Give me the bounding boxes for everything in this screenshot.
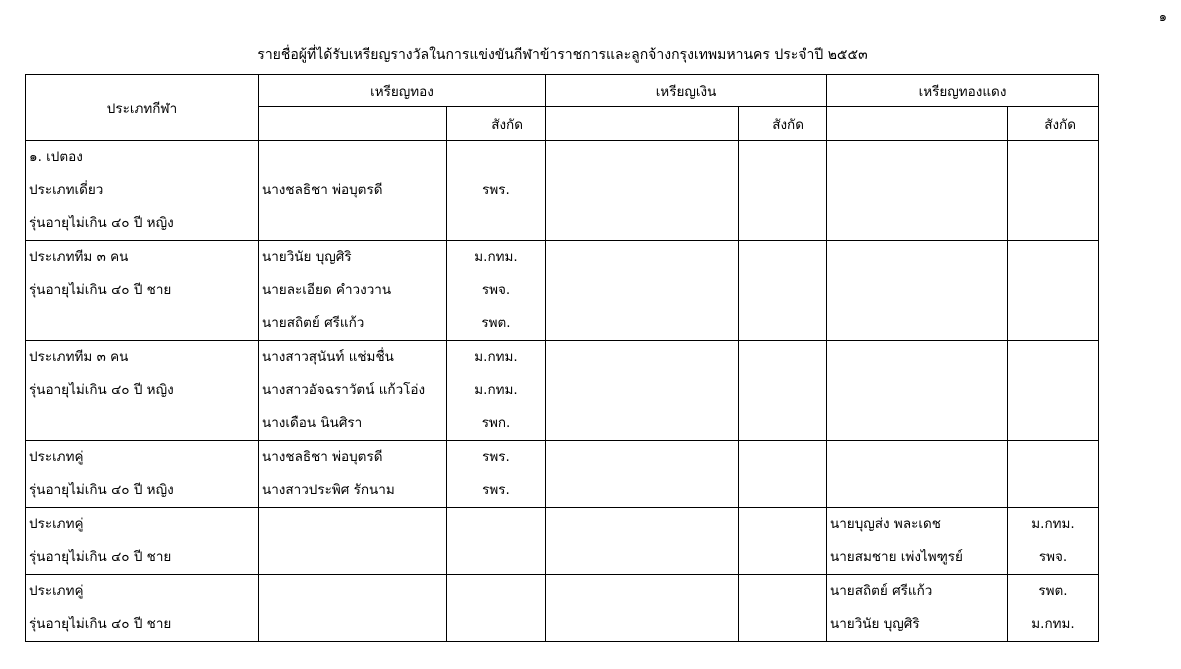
bronze-affiliation-cell — [1008, 508, 1099, 575]
header-silver-name — [546, 107, 739, 141]
bronze-affiliation-cell — [1008, 441, 1099, 508]
bronze-affiliation: ม.กทม. — [1031, 516, 1075, 532]
bronze-name — [827, 174, 1007, 207]
gold-name: นางเดือน นินศิรา — [262, 415, 363, 431]
bronze-name — [827, 241, 1007, 274]
sport-line: ประเภทคู่ — [29, 516, 84, 532]
sport-line: ประเภทเดี่ยว — [29, 182, 104, 198]
gold-name: นางสาวอัจฉราวัตน์ แก้วโอ่ง — [262, 382, 426, 398]
gold-affiliation-cell — [447, 575, 546, 642]
gold-name: นายวินัย บุญศิริ — [262, 249, 352, 265]
bronze-affiliation — [1008, 241, 1098, 274]
gold-name: นายละเอียด คำวงวาน — [262, 282, 392, 298]
gold-name — [259, 541, 446, 574]
gold-affiliation — [447, 608, 545, 641]
table-row — [26, 141, 1099, 241]
sport-line — [26, 407, 258, 440]
header-gold: เหรียญทอง — [259, 75, 546, 107]
bronze-name — [827, 341, 1007, 374]
header-silver-affiliation: สังกัด — [739, 107, 827, 141]
bronze-name — [827, 474, 1007, 507]
bronze-name: นายวินัย บุญศิริ — [830, 616, 920, 632]
page-number: ๑ — [1158, 10, 1167, 25]
sport-line: รุ่นอายุไม่เกิน ๔๐ ปี ชาย — [29, 549, 172, 565]
header-bronze-affiliation: สังกัด — [1008, 107, 1099, 141]
header-silver: เหรียญเงิน — [546, 75, 827, 107]
gold-affiliation: รพร. — [482, 182, 510, 198]
gold-affiliation — [447, 141, 545, 174]
bronze-affiliation-cell — [1008, 241, 1099, 341]
bronze-affiliation: ม.กทม. — [1031, 616, 1075, 632]
bronze-affiliation — [1008, 341, 1098, 374]
silver-affiliation-cell — [739, 508, 827, 575]
medal-table — [25, 74, 1099, 642]
bronze-affiliation — [1008, 441, 1098, 474]
table-row — [26, 341, 1099, 441]
table-row — [26, 441, 1099, 508]
gold-affiliation: รพต. — [481, 315, 511, 331]
gold-affiliation — [447, 508, 545, 541]
bronze-affiliation: รพต. — [1038, 583, 1068, 599]
gold-affiliation — [447, 541, 545, 574]
sport-cell — [26, 341, 259, 441]
bronze-name-cell — [827, 575, 1008, 642]
sport-line: รุ่นอายุไม่เกิน ๔๐ ปี ชาย — [29, 616, 172, 632]
sport-cell — [26, 441, 259, 508]
gold-name — [259, 508, 446, 541]
gold-name-cell — [259, 508, 447, 575]
bronze-name-cell — [827, 141, 1008, 241]
gold-name — [259, 141, 446, 174]
sport-line: รุ่นอายุไม่เกิน ๔๐ ปี หญิง — [29, 482, 174, 498]
sport-line: รุ่นอายุไม่เกิน ๔๐ ปี ชาย — [29, 282, 172, 298]
gold-affiliation-cell — [447, 508, 546, 575]
silver-name-cell — [546, 241, 739, 341]
bronze-name — [827, 141, 1007, 174]
bronze-name — [827, 274, 1007, 307]
bronze-affiliation: รพจ. — [1038, 549, 1068, 565]
bronze-name-cell — [827, 441, 1008, 508]
gold-affiliation: ม.กทม. — [474, 382, 518, 398]
gold-affiliation-cell — [447, 241, 546, 341]
header-gold-affiliation: สังกัด — [447, 107, 546, 141]
gold-name-cell — [259, 141, 447, 241]
bronze-name: นายบุญส่ง พละเดช — [830, 516, 941, 532]
bronze-affiliation — [1008, 407, 1098, 440]
bronze-name-cell — [827, 241, 1008, 341]
bronze-affiliation-cell — [1008, 575, 1099, 642]
gold-affiliation: รพจ. — [481, 282, 511, 298]
sport-cell — [26, 241, 259, 341]
gold-affiliation-cell — [447, 141, 546, 241]
sport-line: ประเภทคู่ — [29, 583, 84, 599]
sport-line: รุ่นอายุไม่เกิน ๔๐ ปี หญิง — [29, 215, 174, 231]
gold-name: นายสถิตย์ ศรีแก้ว — [262, 315, 365, 331]
sport-line: ประเภททีม ๓ คน — [29, 249, 129, 265]
gold-name-cell — [259, 341, 447, 441]
bronze-affiliation — [1008, 174, 1098, 207]
table-row — [26, 508, 1099, 575]
sport-cell — [26, 508, 259, 575]
bronze-name — [827, 441, 1007, 474]
header-bronze-name — [827, 107, 1008, 141]
bronze-affiliation-cell — [1008, 341, 1099, 441]
bronze-name-cell — [827, 341, 1008, 441]
gold-name-cell — [259, 575, 447, 642]
silver-affiliation-cell — [739, 575, 827, 642]
gold-name: นางสาวสุนันท์ แช่มชื่น — [262, 349, 394, 365]
bronze-affiliation-cell — [1008, 141, 1099, 241]
silver-name-cell — [546, 341, 739, 441]
gold-name: นางสาวประพิศ รักนาม — [262, 482, 395, 498]
gold-affiliation: ม.กทม. — [474, 249, 518, 265]
silver-affiliation-cell — [739, 341, 827, 441]
gold-name — [259, 608, 446, 641]
silver-name-cell — [546, 575, 739, 642]
silver-name-cell — [546, 508, 739, 575]
gold-affiliation-cell — [447, 441, 546, 508]
gold-name — [259, 207, 446, 240]
sport-line: ๑. เปตอง — [29, 149, 83, 165]
bronze-name: นายสมชาย เพ่งไพฑูรย์ — [830, 549, 963, 565]
silver-affiliation-cell — [739, 141, 827, 241]
table-row — [26, 575, 1099, 642]
gold-affiliation-cell — [447, 341, 546, 441]
header-sport-type: ประเภทกีฬา — [26, 75, 259, 141]
document-title: รายชื่อผู้ที่ได้รับเหรียญรางวัลในการแข่งขันกีฬาข้าราชการและลูกจ้างกรุงเทพมหานคร ประจำปี ๒๕๕๓ — [257, 47, 868, 63]
silver-affiliation-cell — [739, 441, 827, 508]
bronze-name: นายสถิตย์ ศรีแก้ว — [830, 583, 933, 599]
silver-affiliation-cell — [739, 241, 827, 341]
gold-affiliation: รพก. — [481, 415, 511, 431]
sport-line: ประเภทคู่ — [29, 449, 84, 465]
bronze-affiliation — [1008, 207, 1098, 240]
bronze-name — [827, 407, 1007, 440]
sport-cell — [26, 575, 259, 642]
header-gold-name — [259, 107, 447, 141]
bronze-affiliation — [1008, 141, 1098, 174]
header-bronze: เหรียญทองแดง — [827, 75, 1099, 107]
gold-affiliation — [447, 575, 545, 608]
bronze-affiliation — [1008, 274, 1098, 307]
sport-cell — [26, 141, 259, 241]
gold-name: นางชลธิชา พ่อบุตรดี — [262, 182, 383, 198]
bronze-affiliation — [1008, 307, 1098, 340]
gold-name-cell — [259, 441, 447, 508]
sport-line — [26, 307, 258, 340]
gold-name — [259, 575, 446, 608]
gold-name-cell — [259, 241, 447, 341]
bronze-affiliation — [1008, 474, 1098, 507]
silver-name-cell — [546, 441, 739, 508]
silver-name-cell — [546, 141, 739, 241]
gold-affiliation: ม.กทม. — [474, 349, 518, 365]
bronze-name — [827, 207, 1007, 240]
bronze-name-cell — [827, 508, 1008, 575]
bronze-name — [827, 307, 1007, 340]
sport-line: รุ่นอายุไม่เกิน ๔๐ ปี หญิง — [29, 382, 174, 398]
table-row — [26, 241, 1099, 341]
gold-affiliation: รพร. — [482, 449, 510, 465]
gold-affiliation — [447, 207, 545, 240]
sport-line: ประเภททีม ๓ คน — [29, 349, 129, 365]
bronze-affiliation — [1008, 374, 1098, 407]
bronze-name — [827, 374, 1007, 407]
gold-name: นางชลธิชา พ่อบุตรดี — [262, 449, 383, 465]
gold-affiliation: รพร. — [482, 482, 510, 498]
